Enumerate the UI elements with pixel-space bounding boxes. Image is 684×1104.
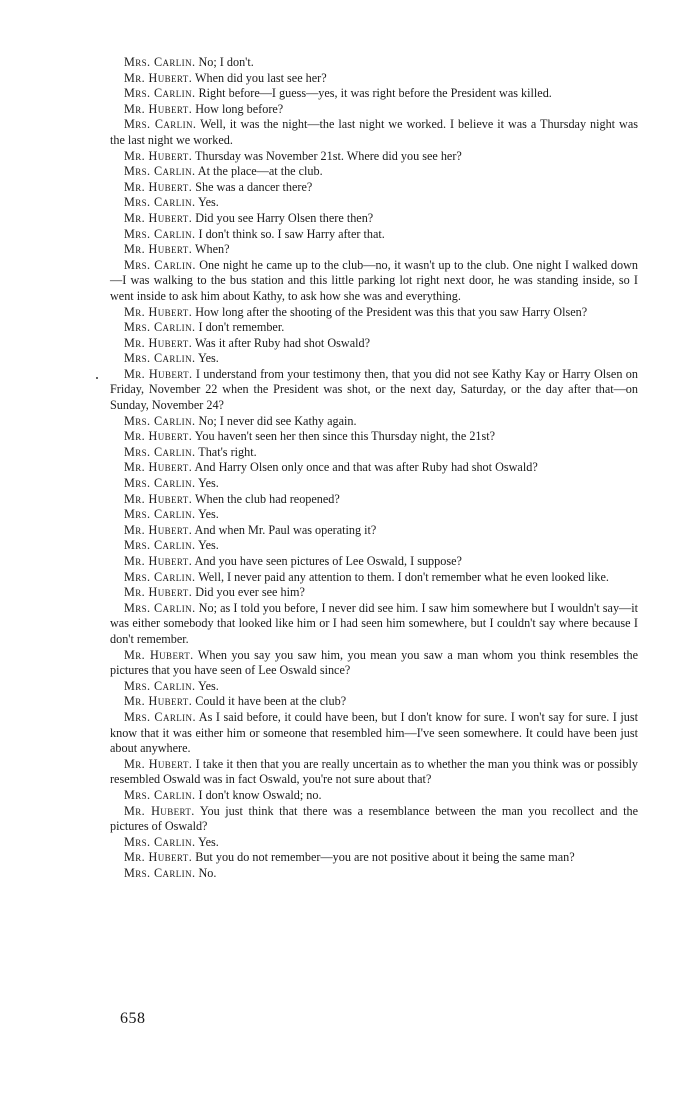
speaker-name: Mrs. Carlin. [124,226,196,241]
testimony-paragraph [110,601,638,648]
statement-text: I understand from your testimony then, that you did not see Kathy Kay or Harry Olsen on Friday, November 22 when the President was shot, or the next day, Saturday, or the day after that—on Sunday, November 24? [110,366,638,413]
testimony-paragraph [110,351,638,367]
speaker-name: Mrs. Carlin. [124,351,196,366]
testimony-paragraph [110,523,638,539]
speaker-name: Mrs. Carlin. [124,678,196,693]
speaker-name: Mr. Hubert. [124,850,193,865]
statement-text: Yes. [198,351,219,366]
testimony-paragraph [110,414,638,430]
testimony-paragraph [110,195,638,211]
statement-text: How long before? [195,101,284,116]
statement-text: At the place—at the club. [197,164,323,179]
statement-text: No; I never did see Kathy again. [198,413,357,428]
statement-text: That's right. [198,444,257,459]
testimony-paragraph [110,476,638,492]
speaker-name: Mrs. Carlin. [124,257,196,272]
testimony-paragraph [110,227,638,243]
statement-text: Well, I never paid any attention to them. I don't remember what he even looked like. [198,569,609,584]
testimony-paragraph [110,835,638,851]
testimony-transcript [110,55,638,881]
testimony-paragraph [110,492,638,508]
speaker-name: Mr. Hubert. [124,522,193,537]
page-number: 658 [120,1010,146,1027]
speaker-name: Mrs. Carlin. [124,538,196,553]
testimony-paragraph [110,305,638,321]
testimony-paragraph [110,757,638,788]
statement-text: Right before—I guess—yes, it was right before the President was killed. [198,86,552,101]
testimony-paragraph [110,180,638,196]
testimony-paragraph [110,538,638,554]
speaker-name: Mr. Hubert. [124,210,193,225]
speaker-name: Mr. Hubert. [124,335,193,350]
statement-text: But you do not remember—you are not positive about it being the same man? [195,850,575,865]
testimony-paragraph [110,320,638,336]
speaker-name: Mrs. Carlin. [124,86,196,101]
speaker-name: Mr. Hubert. [124,242,193,257]
speaker-name: Mrs. Carlin. [124,476,196,491]
speaker-name: Mrs. Carlin. [124,569,196,584]
testimony-paragraph [110,866,638,882]
speaker-name: Mr. Hubert. [124,756,193,771]
speaker-name: Mr. Hubert. [124,647,194,662]
statement-text: When did you last see her? [194,70,327,85]
speaker-name: Mrs. Carlin. [124,834,196,849]
statement-text: I don't think so. I saw Harry after that. [198,226,385,241]
statement-text: Could it have been at the club? [195,694,347,709]
testimony-paragraph [110,460,638,476]
speaker-name: Mr. Hubert. [124,179,193,194]
speaker-name: Mr. Hubert. [124,70,193,85]
testimony-paragraph [110,445,638,461]
statement-text: Well, it was the night—the last night we worked. I believe it was a Thursday night was the last night we worked. [110,117,638,147]
testimony-paragraph [110,585,638,601]
speaker-name: Mrs. Carlin. [124,55,196,69]
statement-text: No. [198,865,217,880]
statement-text: When? [194,242,230,257]
statement-text: I don't know Oswald; no. [198,787,322,802]
stray-mark [96,377,98,379]
statement-text: No; I don't. [198,55,254,69]
testimony-paragraph [110,102,638,118]
statement-text: Did you see Harry Olsen there then? [195,210,374,225]
statement-text: She was a dancer there? [195,179,313,194]
speaker-name: Mr. Hubert. [124,585,193,600]
speaker-name: Mr. Hubert. [124,460,193,475]
statement-text: And you have seen pictures of Lee Oswald, I suppose? [194,554,462,568]
statement-text: Yes. [198,538,219,553]
testimony-paragraph [110,336,638,352]
speaker-name: Mr. Hubert. [124,101,193,116]
speaker-name: Mrs. Carlin. [124,413,196,428]
speaker-name: Mr. Hubert. [124,803,195,818]
statement-text: You just think that there was a resemblance between the man you recollect and the pictures of Oswald? [110,803,638,834]
testimony-paragraph [110,242,638,258]
statement-text: Was it after Ruby had shot Oswald? [194,335,371,350]
statement-text: Yes. [198,195,219,210]
statement-text: Yes. [198,507,219,522]
testimony-paragraph [110,429,638,445]
speaker-name: Mr. Hubert. [124,491,193,506]
testimony-paragraph [110,710,638,757]
speaker-name: Mr. Hubert. [124,429,193,444]
testimony-paragraph [110,804,638,835]
testimony-paragraph [110,694,638,710]
speaker-name: Mrs. Carlin. [124,195,196,210]
testimony-paragraph [110,679,638,695]
statement-text: Yes. [198,476,219,491]
testimony-paragraph [110,788,638,804]
statement-text: Yes. [198,834,219,849]
speaker-name: Mrs. Carlin. [124,507,196,522]
statement-text: Yes. [198,678,219,693]
statement-text: When the club had reopened? [194,491,340,506]
speaker-name: Mrs. Carlin. [124,320,196,335]
speaker-name: Mr. Hubert. [124,366,193,381]
statement-text: I take it then that you are really uncertain as to whether the man you think was or possibly resembled Oswald was in fact Oswald, you're not sure about that? [110,756,639,787]
testimony-paragraph [110,86,638,102]
testimony-paragraph [110,258,638,305]
speaker-name: Mrs. Carlin. [124,164,196,179]
statement-text: One night he came up to the club—no, it wasn't up to the club. One night I walked down—I was walking to the bus station and this little parking lot right next door, he was standing inside, so I went inside to ask him about Kathy, to ask how she was and everything. [110,257,638,303]
speaker-name: Mrs. Carlin. [124,444,196,459]
statement-text: No; as I told you before, I never did see him. I saw him somewhere but I wouldn't say—it was either somebody that looked like him or I had seen him somewhere, but I couldn't say where because I don't remember. [110,600,638,646]
statement-text: And Harry Olsen only once and that was after Ruby had shot Oswald? [194,460,538,475]
testimony-paragraph [110,71,638,87]
testimony-paragraph [110,149,638,165]
testimony-paragraph [110,850,638,866]
testimony-paragraph [110,648,638,679]
testimony-paragraph [110,164,638,180]
statement-text: When you say you saw him, you mean you saw a man whom you think resembles the pictures that you have seen of Lee Oswald since? [110,647,638,678]
speaker-name: Mr. Hubert. [124,148,193,163]
speaker-name: Mr. Hubert. [124,304,193,319]
speaker-name: Mr. Hubert. [124,694,193,709]
testimony-paragraph [110,211,638,227]
statement-text: As I said before, it could have been, but I don't know for sure. I won't say for sure. I just know that it was either him or someone that resembled him—I've seen somewhere. It could have been just about anywhere. [110,709,639,756]
speaker-name: Mrs. Carlin. [124,787,196,802]
speaker-name: Mr. Hubert. [124,554,193,568]
statement-text: Did you ever see him? [195,585,305,600]
statement-text: And when Mr. Paul was operating it? [194,522,377,537]
testimony-paragraph [110,55,638,71]
speaker-name: Mrs. Carlin. [124,709,196,724]
testimony-paragraph [110,554,638,570]
statement-text: I don't remember. [198,320,285,335]
testimony-paragraph [110,507,638,523]
speaker-name: Mrs. Carlin. [124,600,196,615]
speaker-name: Mrs. Carlin. [124,865,196,880]
testimony-paragraph [110,367,638,414]
statement-text: Thursday was November 21st. Where did you see her? [194,148,462,163]
speaker-name: Mrs. Carlin. [124,117,197,132]
statement-text: How long after the shooting of the President was this that you saw Harry Olsen? [195,304,588,319]
statement-text: You haven't seen her then since this Thursday night, the 21st? [194,429,496,444]
testimony-paragraph [110,570,638,586]
testimony-paragraph [110,117,638,148]
